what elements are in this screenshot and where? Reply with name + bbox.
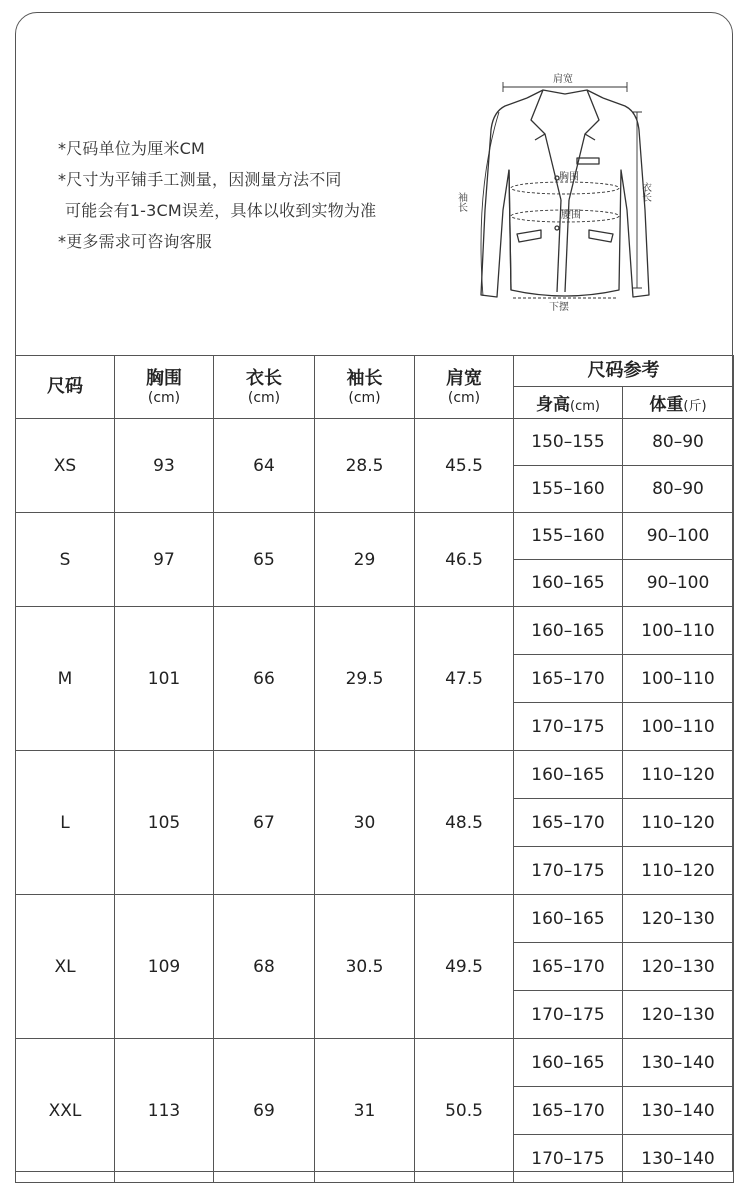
size-m: M <box>16 607 115 751</box>
label-chest: 胸围 <box>559 172 579 183</box>
weight-ref: 110–120 <box>623 847 734 895</box>
weight-ref: 130–140 <box>623 1087 734 1135</box>
weight-ref: 100–110 <box>623 703 734 751</box>
height-ref: 155–160 <box>514 466 623 513</box>
label-sleeve: 袖长 <box>455 192 467 212</box>
note-error: 可能会有1-3CM误差，具体以收到实物为准 <box>65 201 377 220</box>
label-waist: 腰围 <box>561 210 581 221</box>
weight-ref: 80–90 <box>623 419 734 466</box>
weight-ref: 120–130 <box>623 991 734 1039</box>
sleeve-l: 30 <box>315 751 415 895</box>
header-shoulder: 肩宽 (cm) <box>415 356 514 419</box>
height-ref: 170–175 <box>514 991 623 1039</box>
note-measure: *尺寸为平铺手工测量，因测量方法不同 <box>58 170 342 189</box>
height-ref: 170–175 <box>514 847 623 895</box>
shoulder-xs: 45.5 <box>415 419 514 513</box>
weight-ref: 120–130 <box>623 943 734 991</box>
height-ref: 155–160 <box>514 513 623 560</box>
size-notes <box>58 133 376 257</box>
shoulder-xxl: 50.5 <box>415 1039 514 1183</box>
label-hem: 下摆 <box>549 302 569 313</box>
height-ref: 165–170 <box>514 943 623 991</box>
height-ref: 160–165 <box>514 1039 623 1087</box>
height-ref: 150–155 <box>514 419 623 466</box>
height-ref: 160–165 <box>514 895 623 943</box>
sleeve-xl: 30.5 <box>315 895 415 1039</box>
shoulder-xl: 49.5 <box>415 895 514 1039</box>
weight-ref: 90–100 <box>623 560 734 607</box>
label-length: 衣长 <box>639 182 651 202</box>
chest-xs: 93 <box>115 419 214 513</box>
header-height: 身高(cm) <box>514 387 623 419</box>
size-xl: XL <box>16 895 115 1039</box>
sleeve-xs: 28.5 <box>315 419 415 513</box>
chest-l: 105 <box>115 751 214 895</box>
chest-m: 101 <box>115 607 214 751</box>
height-ref: 160–165 <box>514 607 623 655</box>
sleeve-xxl: 31 <box>315 1039 415 1183</box>
note-unit: *尺码单位为厘米CM <box>58 139 205 158</box>
height-ref: 165–170 <box>514 1087 623 1135</box>
sleeve-m: 29.5 <box>315 607 415 751</box>
length-xxl: 69 <box>214 1039 315 1183</box>
shoulder-m: 47.5 <box>415 607 514 751</box>
header-chest: 胸围 (cm) <box>115 356 214 419</box>
length-l: 67 <box>214 751 315 895</box>
height-ref: 170–175 <box>514 703 623 751</box>
length-xs: 64 <box>214 419 315 513</box>
weight-ref: 110–120 <box>623 799 734 847</box>
note-service: *更多需求可咨询客服 <box>58 232 213 251</box>
height-ref: 165–170 <box>514 655 623 703</box>
header-weight: 体重(斤) <box>623 387 734 419</box>
weight-ref: 100–110 <box>623 607 734 655</box>
weight-ref: 120–130 <box>623 895 734 943</box>
chest-xxl: 113 <box>115 1039 214 1183</box>
header-size: 尺码 <box>16 356 115 419</box>
weight-ref: 90–100 <box>623 513 734 560</box>
shoulder-s: 46.5 <box>415 513 514 607</box>
chest-s: 97 <box>115 513 214 607</box>
size-l: L <box>16 751 115 895</box>
height-ref: 160–165 <box>514 560 623 607</box>
size-xs: XS <box>16 419 115 513</box>
height-ref: 165–170 <box>514 799 623 847</box>
weight-ref: 80–90 <box>623 466 734 513</box>
length-m: 66 <box>214 607 315 751</box>
length-s: 65 <box>214 513 315 607</box>
chest-xl: 109 <box>115 895 214 1039</box>
sleeve-s: 29 <box>315 513 415 607</box>
header-size-reference: 尺码参考 <box>514 356 734 387</box>
size-xxl: XXL <box>16 1039 115 1183</box>
jacket-diagram <box>455 60 665 320</box>
size-table <box>15 355 734 1183</box>
weight-ref: 100–110 <box>623 655 734 703</box>
label-shoulder: 肩宽 <box>553 74 573 85</box>
weight-ref: 110–120 <box>623 751 734 799</box>
weight-ref: 130–140 <box>623 1039 734 1087</box>
header-sleeve: 袖长 (cm) <box>315 356 415 419</box>
header-length: 衣长 (cm) <box>214 356 315 419</box>
length-xl: 68 <box>214 895 315 1039</box>
shoulder-l: 48.5 <box>415 751 514 895</box>
height-ref: 170–175 <box>514 1135 623 1183</box>
size-s: S <box>16 513 115 607</box>
height-ref: 160–165 <box>514 751 623 799</box>
weight-ref: 130–140 <box>623 1135 734 1183</box>
